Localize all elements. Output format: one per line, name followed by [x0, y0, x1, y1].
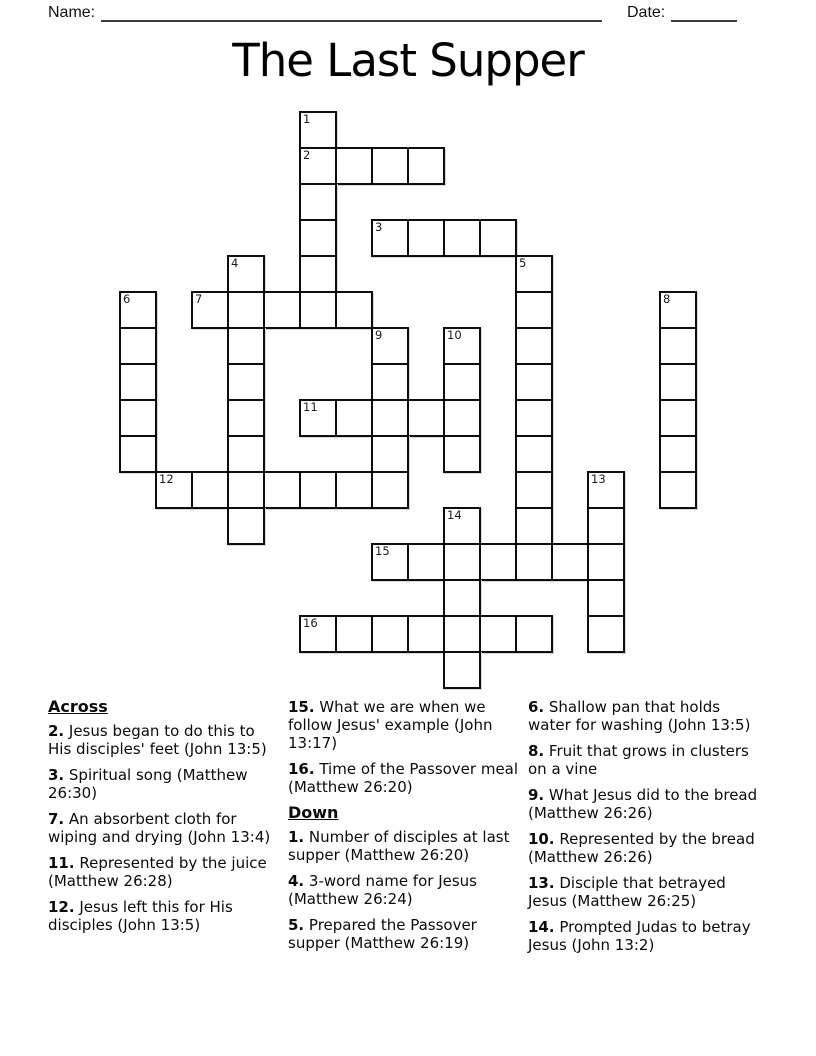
clue-number: 8. [528, 742, 545, 760]
grid-cell[interactable] [227, 327, 265, 365]
puzzle-title: The Last Supper [232, 34, 584, 87]
clue-item [528, 918, 760, 954]
clue-item [48, 898, 280, 934]
clue-text: Disciple that betrayed Jesus (Matthew 26:25) [528, 874, 726, 910]
grid-cell[interactable] [587, 579, 625, 617]
clue-text: An absorbent cloth for wiping and drying (John 13:4) [48, 810, 271, 846]
cell-number: 8 [663, 292, 671, 306]
grid-cell[interactable] [515, 435, 553, 473]
grid-cell[interactable] [371, 615, 409, 653]
grid-cell[interactable] [371, 543, 409, 581]
cell-number: 6 [123, 292, 131, 306]
clue-number: 2. [48, 722, 65, 740]
clues-down-heading: Down [288, 803, 339, 822]
clue-item [528, 874, 760, 910]
grid-cell[interactable] [443, 543, 481, 581]
clue-item [48, 766, 280, 802]
grid-cell[interactable] [119, 363, 157, 401]
grid-cell[interactable] [443, 327, 481, 365]
clue-text: Fruit that grows in clusters on a vine [528, 742, 749, 778]
grid-cell[interactable] [119, 327, 157, 365]
grid-cell[interactable] [407, 219, 445, 257]
clue-number: 15. [288, 698, 315, 716]
grid-cell[interactable] [587, 615, 625, 653]
grid-cell[interactable] [371, 435, 409, 473]
grid-cell[interactable] [587, 507, 625, 545]
grid-cell[interactable] [515, 471, 553, 509]
clue-text: Spiritual song (Matthew 26:30) [48, 766, 248, 802]
grid-cell[interactable] [551, 543, 589, 581]
name-label: Name: [48, 4, 96, 21]
cell-number: 16 [303, 616, 318, 630]
grid-cell[interactable] [407, 543, 445, 581]
clue-number: 13. [528, 874, 555, 892]
clue-text: Prepared the Passover supper (Matthew 26:19) [288, 916, 477, 952]
grid-cell[interactable] [443, 651, 481, 689]
clue-number: 14. [528, 918, 555, 936]
clue-text: What Jesus did to the bread (Matthew 26:26) [528, 786, 758, 822]
grid-cell[interactable] [335, 291, 373, 329]
grid-cell[interactable] [443, 399, 481, 437]
grid-cell[interactable] [299, 111, 337, 149]
grid-cell[interactable] [587, 471, 625, 509]
clue-text: Represented by the juice (Matthew 26:28) [48, 854, 267, 890]
grid-cell[interactable] [335, 399, 373, 437]
clue-number: 1. [288, 828, 305, 846]
grid-cell[interactable] [299, 471, 337, 509]
grid-cell[interactable] [119, 435, 157, 473]
grid-cell[interactable] [335, 471, 373, 509]
clue-item [528, 698, 760, 734]
clue-number: 5. [288, 916, 305, 934]
clue-item [528, 786, 760, 822]
grid-cell[interactable] [407, 399, 445, 437]
grid-cell[interactable] [191, 291, 229, 329]
grid-cell[interactable] [443, 507, 481, 545]
grid-cell[interactable] [443, 435, 481, 473]
grid-cell[interactable] [515, 363, 553, 401]
grid-cell[interactable] [227, 435, 265, 473]
clue-number: 11. [48, 854, 75, 872]
grid-cell[interactable] [227, 255, 265, 293]
grid-cell[interactable] [299, 291, 337, 329]
grid-cell[interactable] [515, 255, 553, 293]
crossword-grid [119, 111, 699, 691]
grid-cell[interactable] [299, 399, 337, 437]
grid-cell[interactable] [227, 399, 265, 437]
grid-cell[interactable] [515, 327, 553, 365]
grid-cell[interactable] [443, 615, 481, 653]
clue-column-left [48, 698, 280, 942]
grid-cell[interactable] [443, 363, 481, 401]
grid-cell[interactable] [227, 291, 265, 329]
grid-cell[interactable] [587, 543, 625, 581]
date-blank-line[interactable] [671, 3, 737, 22]
clue-item [48, 722, 280, 758]
grid-cell[interactable] [659, 399, 697, 437]
clue-item [48, 854, 280, 890]
grid-cell[interactable] [155, 471, 193, 509]
clue-text: Jesus began to do this to His disciples' feet (John 13:5) [48, 722, 267, 758]
clue-text: 3-word name for Jesus (Matthew 26:24) [288, 872, 477, 908]
clue-number: 4. [288, 872, 305, 890]
grid-cell[interactable] [407, 615, 445, 653]
grid-cell[interactable] [191, 471, 229, 509]
cell-number: 5 [519, 256, 527, 270]
grid-cell[interactable] [659, 291, 697, 329]
cell-number: 13 [591, 472, 606, 486]
cell-number: 4 [231, 256, 239, 270]
clue-text: Prompted Judas to betray Jesus (John 13:2) [528, 918, 751, 954]
grid-cell[interactable] [371, 399, 409, 437]
grid-cell[interactable] [479, 615, 517, 653]
cell-number: 15 [375, 544, 390, 558]
grid-cell[interactable] [263, 291, 301, 329]
clue-text: Jesus left this for His disciples (John 13:5) [48, 898, 233, 934]
clue-number: 6. [528, 698, 545, 716]
grid-cell[interactable] [515, 291, 553, 329]
grid-cell[interactable] [227, 507, 265, 545]
grid-cell[interactable] [371, 327, 409, 365]
clues-across-heading: Across [48, 697, 108, 716]
clue-item [288, 872, 520, 908]
clue-item [288, 760, 520, 796]
grid-cell[interactable] [119, 399, 157, 437]
clue-item [288, 698, 520, 752]
grid-cell[interactable] [299, 615, 337, 653]
name-blank-line[interactable] [101, 3, 602, 22]
clue-column-right [528, 698, 760, 962]
cell-number: 9 [375, 328, 383, 342]
grid-cell[interactable] [299, 255, 337, 293]
grid-cell[interactable] [659, 363, 697, 401]
clue-column-middle [288, 698, 520, 960]
cell-number: 1 [303, 112, 311, 126]
clue-item [528, 830, 760, 866]
grid-cell[interactable] [515, 399, 553, 437]
cell-number: 2 [303, 148, 311, 162]
grid-cell[interactable] [335, 147, 373, 185]
cell-number: 3 [375, 220, 383, 234]
cell-number: 11 [303, 400, 318, 414]
grid-cell[interactable] [371, 147, 409, 185]
grid-cell[interactable] [371, 363, 409, 401]
grid-cell[interactable] [299, 219, 337, 257]
cell-number: 14 [447, 508, 462, 522]
clue-item [288, 916, 520, 952]
grid-cell[interactable] [407, 147, 445, 185]
grid-cell[interactable] [515, 507, 553, 545]
grid-cell[interactable] [227, 363, 265, 401]
grid-cell[interactable] [299, 147, 337, 185]
clue-number: 3. [48, 766, 65, 784]
grid-cell[interactable] [443, 579, 481, 617]
grid-cell[interactable] [659, 435, 697, 473]
grid-cell[interactable] [227, 471, 265, 509]
grid-cell[interactable] [659, 327, 697, 365]
clue-number: 16. [288, 760, 315, 778]
clue-number: 7. [48, 810, 65, 828]
grid-cell[interactable] [443, 219, 481, 257]
clue-number: 12. [48, 898, 75, 916]
date-label: Date: [627, 4, 666, 21]
clue-text: What we are when we follow Jesus' example (John 13:17) [288, 698, 493, 752]
cell-number: 10 [447, 328, 462, 342]
clue-number: 9. [528, 786, 545, 804]
grid-cell[interactable] [335, 615, 373, 653]
cell-number: 7 [195, 292, 203, 306]
grid-cell[interactable] [659, 471, 697, 509]
clue-text: Represented by the bread (Matthew 26:26) [528, 830, 755, 866]
clue-text: Time of the Passover meal (Matthew 26:20) [288, 760, 519, 796]
grid-cell[interactable] [515, 615, 553, 653]
grid-cell[interactable] [371, 219, 409, 257]
cell-number: 12 [159, 472, 174, 486]
clue-item [48, 810, 280, 846]
clue-item [288, 828, 520, 864]
grid-cell[interactable] [299, 183, 337, 221]
grid-cell[interactable] [263, 471, 301, 509]
clue-number: 10. [528, 830, 555, 848]
clue-item [528, 742, 760, 778]
grid-cell[interactable] [371, 471, 409, 509]
grid-cell[interactable] [479, 219, 517, 257]
grid-cell[interactable] [515, 543, 553, 581]
grid-cell[interactable] [479, 543, 517, 581]
clue-text: Shallow pan that holds water for washing (John 13:5) [528, 698, 751, 734]
clue-text: Number of disciples at last supper (Matthew 26:20) [288, 828, 510, 864]
grid-cell[interactable] [119, 291, 157, 329]
